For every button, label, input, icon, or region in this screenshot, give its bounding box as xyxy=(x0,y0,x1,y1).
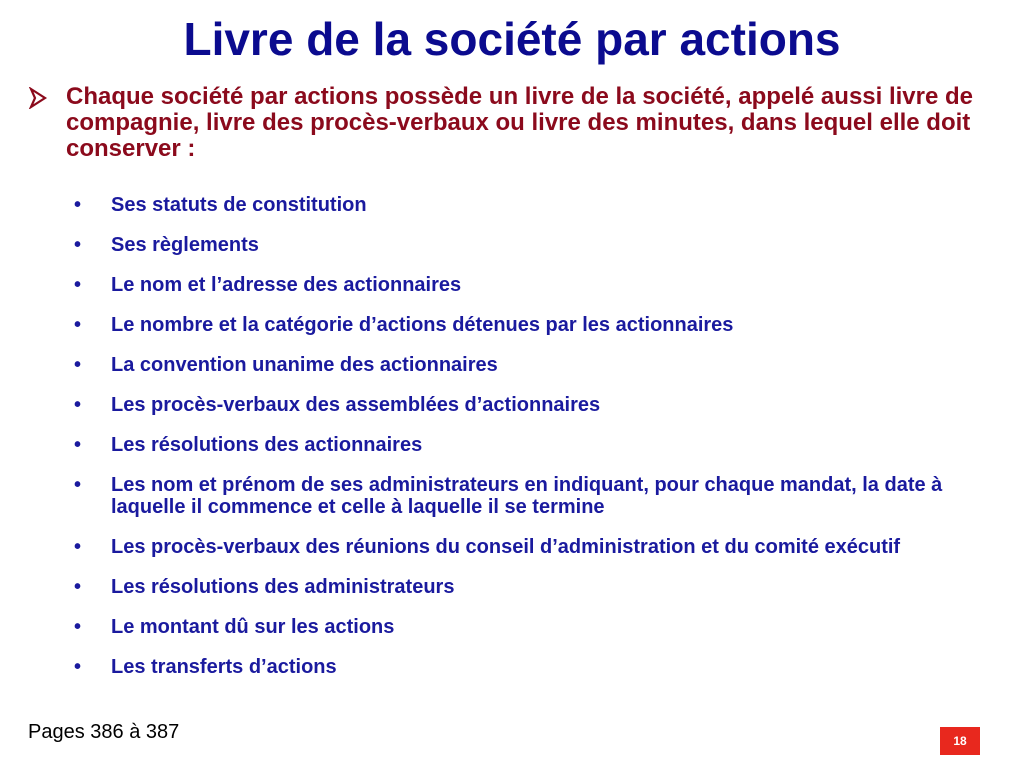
list-item-text: Les transferts d’actions xyxy=(111,656,337,678)
page-number-badge: 18 xyxy=(940,727,980,755)
lead-text: Chaque société par actions possède un livre de la société, appelé aussi livre de compagnie, livre des procès-verbaux ou livre des minutes, dans lequel elle doit conserver : xyxy=(66,83,974,162)
list-item-text: Les procès-verbaux des réunions du conseil d’administration et du comité exécutif xyxy=(111,536,901,558)
list-item xyxy=(72,474,972,518)
list-item-text: Les procès-verbaux des assemblées d’actionnaires xyxy=(111,394,601,416)
slide-title: Livre de la société par actions xyxy=(183,13,841,65)
list-item-text: Le nombre et la catégorie d’actions détenues par les actionnaires xyxy=(111,314,734,336)
bullet-dot-icon: • xyxy=(74,394,82,416)
bullet-list xyxy=(72,194,972,696)
bullet-dot-icon: • xyxy=(74,656,82,678)
pages-reference: Pages 386 à 387 xyxy=(28,721,180,743)
lead-paragraph xyxy=(28,84,978,162)
list-item xyxy=(72,274,972,296)
bullet-dot-icon: • xyxy=(74,474,82,496)
bullet-dot-icon: • xyxy=(74,234,82,256)
list-item-text: Le montant dû sur les actions xyxy=(111,616,395,638)
list-item-text: Ses statuts de constitution xyxy=(111,194,367,216)
list-item-text: Le nom et l’adresse des actionnaires xyxy=(111,274,462,296)
bullet-dot-icon: • xyxy=(74,536,82,558)
list-item xyxy=(72,234,972,256)
list-item-text: Les résolutions des actionnaires xyxy=(111,434,423,456)
bullet-dot-icon: • xyxy=(74,274,82,296)
list-item xyxy=(72,576,972,598)
list-item xyxy=(72,434,972,456)
list-item xyxy=(72,656,972,678)
arrow-bullet-icon xyxy=(28,84,66,115)
list-item xyxy=(72,354,972,376)
bullet-dot-icon: • xyxy=(74,576,82,598)
bullet-dot-icon: • xyxy=(74,194,82,216)
list-item-text: Ses règlements xyxy=(111,234,259,256)
bullet-dot-icon: • xyxy=(74,434,82,456)
list-item xyxy=(72,194,972,216)
list-item-text: La convention unanime des actionnaires xyxy=(111,354,498,376)
bullet-dot-icon: • xyxy=(74,354,82,376)
bullet-dot-icon: • xyxy=(74,616,82,638)
list-item-text: Les nom et prénom de ses administrateurs en indiquant, pour chaque mandat, la date à laquelle il commence et celle à laquelle il se termine xyxy=(111,474,943,518)
list-item xyxy=(72,394,972,416)
list-item xyxy=(72,616,972,638)
list-item xyxy=(72,314,972,336)
list-item xyxy=(72,536,972,558)
list-item-text: Les résolutions des administrateurs xyxy=(111,576,455,598)
bullet-dot-icon: • xyxy=(74,314,82,336)
